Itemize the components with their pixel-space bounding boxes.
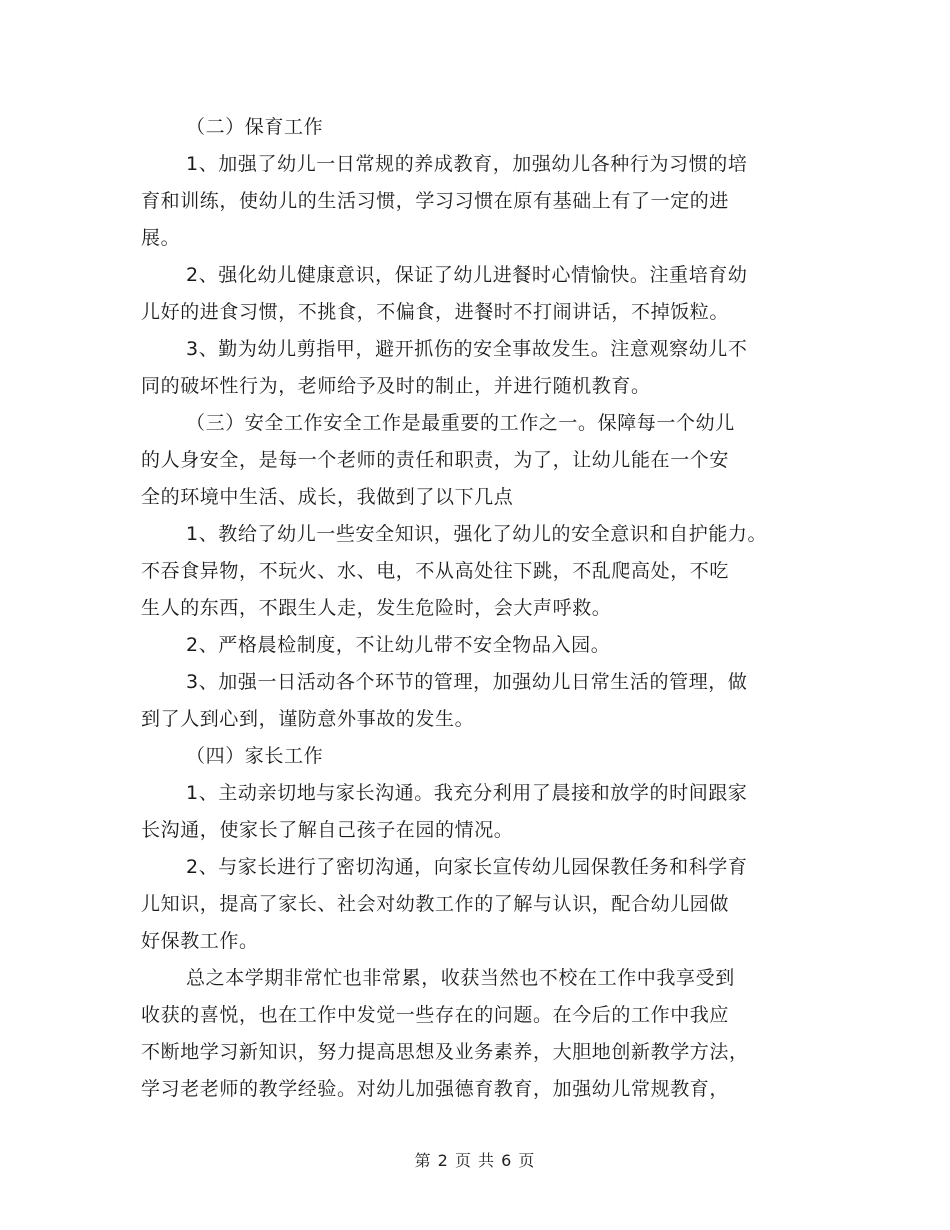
paragraph-line: 学习老老师的教学经验。对幼儿加强德育教育，加强幼儿常规教育， [141, 1078, 730, 1100]
paragraph-line: 全的环境中生活、成长，我做到了以下几点 [141, 486, 514, 508]
paragraph-line: 3、加强一日活动各个环节的管理，加强幼儿日常生活的管理，做 [186, 671, 748, 693]
paragraph-line: 2、严格晨检制度，不让幼儿带不安全物品入园。 [186, 634, 611, 656]
section-heading-parents: （四）家长工作 [186, 745, 324, 767]
paragraph-line: 3、勤为幼儿剪指甲，避开抓伤的安全事故发生。注意观察幼儿不 [186, 338, 748, 360]
paragraph-line: 生人的东西，不跟生人走，发生危险时，会大声呼救。 [141, 597, 612, 619]
paragraph-line: 不断地学习新知识，努力提高思想及业务素养，大胆地创新教学方法， [141, 1041, 749, 1063]
paragraph-line: 收获的喜悦，也在工作中发觉一些存在的问题。在今后的工作中我应 [141, 1004, 730, 1026]
paragraph-line: 2、强化幼儿健康意识，保证了幼儿进餐时心情愉快。注重培育幼 [186, 264, 748, 286]
paragraph-line: 2、与家长进行了密切沟通，向家长宣传幼儿园保教任务和科学育 [186, 856, 748, 878]
page-number-footer: 第 2 页 共 6 页 [414, 1151, 536, 1170]
paragraph-line: 育和训练，使幼儿的生活习惯，学习习惯在原有基础上有了一定的进 [141, 190, 730, 212]
paragraph-line: 展。 [141, 227, 181, 249]
section-heading-safety: （三）安全工作安全工作是最重要的工作之一。保障每一个幼儿 [186, 412, 735, 434]
paragraph-line: 到了人到心到，谨防意外事故的发生。 [141, 708, 475, 730]
paragraph-line: 1、主动亲切地与家长沟通。我充分利用了晨接和放学的时间跟家 [186, 782, 748, 804]
paragraph-line: 同的破坏性行为，老师给予及时的制止，并进行随机教育。 [141, 375, 651, 397]
paragraph-line: 的人身安全，是每一个老师的责任和职责，为了，让幼儿能在一个安 [141, 449, 730, 471]
paragraph-line: 总之本学期非常忙也非常累，收获当然也不校在工作中我享受到 [186, 967, 735, 989]
paragraph-line: 儿好的进食习惯，不挑食，不偏食，进餐时不打闹讲话，不掉饭粒。 [141, 301, 730, 323]
paragraph-line: 儿知识，提高了家长、社会对幼教工作的了解与认识，配合幼儿园做 [141, 893, 730, 915]
paragraph-line: 1、加强了幼儿一日常规的养成教育，加强幼儿各种行为习惯的培 [186, 153, 748, 175]
paragraph-line: 长沟通，使家长了解自己孩子在园的情况。 [141, 819, 514, 841]
paragraph-line: 1、教给了幼儿一些安全知识，强化了幼儿的安全意识和自护能力。 [186, 523, 768, 545]
section-heading-care: （二）保育工作 [186, 116, 324, 138]
paragraph-line: 不吞食异物，不玩火、水、电，不从高处往下跳，不乱爬高处，不吃 [141, 560, 730, 582]
paragraph-line: 好保教工作。 [141, 930, 259, 952]
